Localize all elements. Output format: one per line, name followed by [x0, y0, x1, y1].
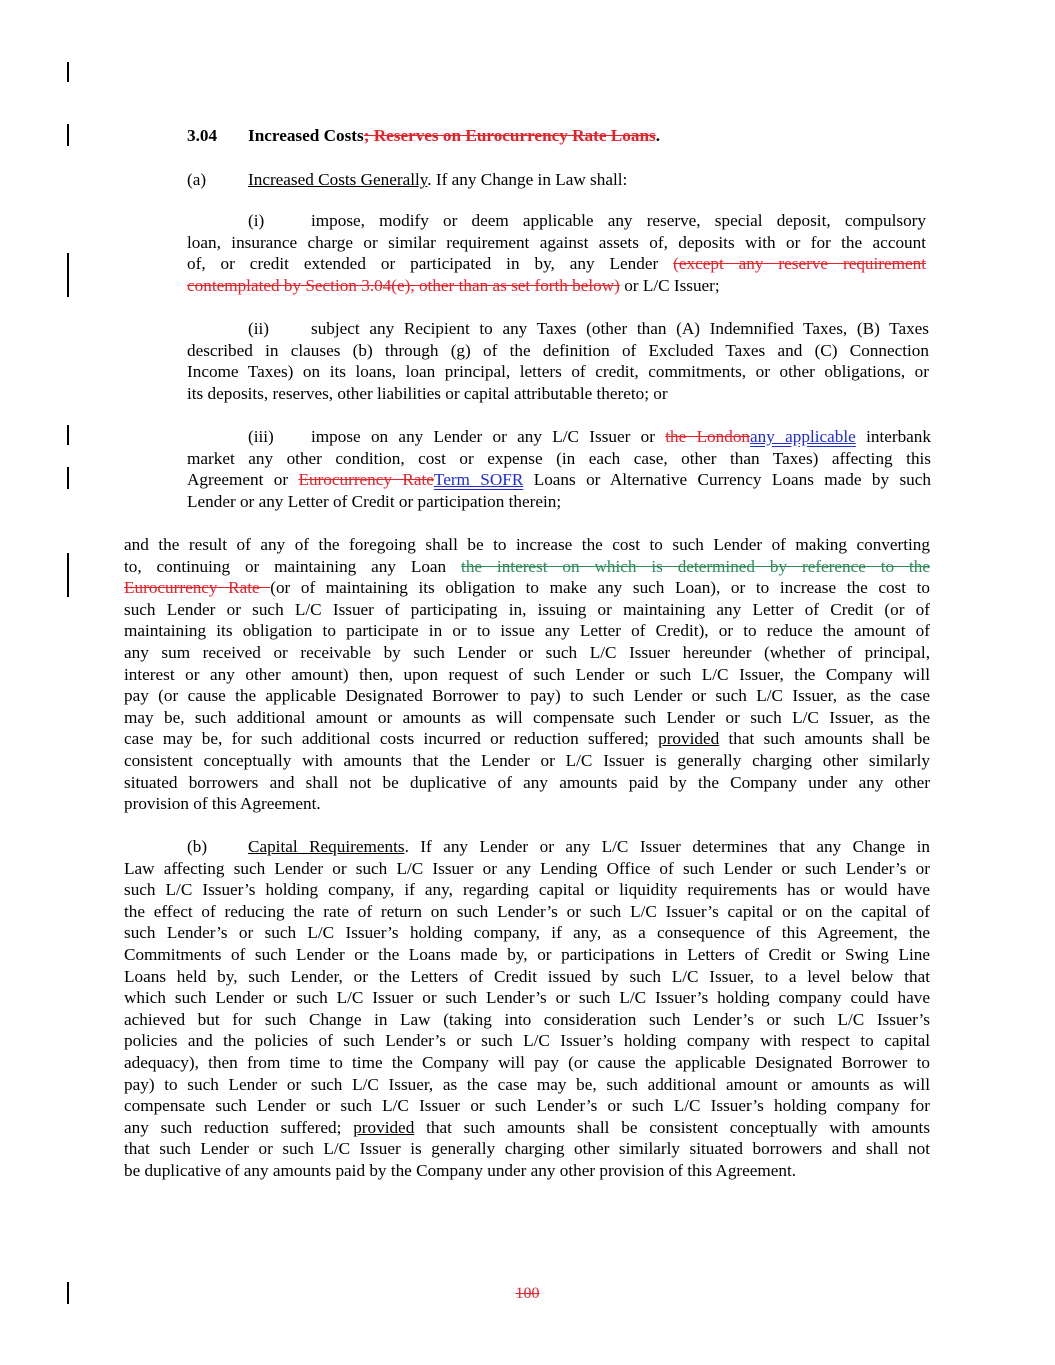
inserted-text: any applicable [750, 427, 856, 446]
item-ii: (ii) subject any Recipient to any Taxes (other than (A) Indemnified Taxes, (B) Taxes described in clauses (b) through (g) of the definition of Excluded Taxes and (C) Connection Income Taxes) on its loans, loan principal, letters of credit, commitments, or other obligations, or its deposits, reserves, other liabilities or capital attributable thereto; or [187, 319, 929, 403]
change-bar [67, 253, 69, 297]
deleted-text: Eurocurrency Rate [124, 578, 271, 598]
provided-term: provided [658, 729, 720, 749]
deleted-text: the interest on which is determined by reference to the [461, 556, 931, 576]
deleted-text: contemplated by Section 3.04(e), other than as set forth below) [187, 275, 620, 295]
change-bar [67, 467, 69, 489]
item-label: (i) [248, 211, 265, 230]
section-number: 3.04 [187, 126, 218, 145]
deleted-text: the London [665, 427, 751, 446]
paragraph-label: (b) [187, 837, 208, 856]
paragraph-a-title: Increased Costs Generally [248, 170, 428, 189]
change-bar [67, 553, 69, 597]
change-bar [67, 62, 69, 82]
item-iii: (iii) impose on any Lender or any L/C Issuer or the Londonany applicable interbank market any other condition, cost or expense (in each case, other than Taxes) affecting this Agreement or Eurocurrency RateTerm SOFR Loans or Alternative Currency Loans made by such Lender or any Letter of Credit or participation therein; [187, 427, 931, 511]
paragraph-b: (b) Capital Requirements. If any Lender or any L/C Issuer determines that any Change in Law affecting such Lender or such L/C Issuer or any Lending Office of such Lender or such Lender’s or such L/C Issuer’s holding company, if any, regarding capital or liquidity requirements has or would have the effect of reducing the rate of return on such Lender’s or such L/C Issuer’s capital or on the capital of such Lender’s or such L/C Issuer’s holding company, if any, as a consequence of this Agreement, the Commitments of such Lender or the Loans made by, or participations in Letters of Credit or Swing Line Loans held by, such Lender, or the Letters of Credit issued by such L/C Issuer, to a level below that which such Lender or such L/C Issuer or such Lender’s or such L/C Issuer’s holding company could have achieved but for such Change in Law (taking into consideration such Lender’s or such L/C Issuer’s policies and the policies of such Lender’s or such L/C Issuer’s holding company with respect to capital adequacy), then from time to time the Company will pay (or cause the applicable Designated Borrower to pay) to such Lender or such L/C Issuer, as the case may be, such additional amount or amounts as will compensate such Lender or such L/C Issuer or such Lender’s or such L/C Issuer’s holding company for any such reduction suffered; provided that such amounts shall be consistent conceptually with amounts that such Lender or such L/C Issuer is generally charging other similarly situated borrowers and shall not be duplicative of any amounts paid by the Company under any other provision of this Agreement. [124, 837, 931, 1180]
page-number: 100 [515, 1285, 540, 1302]
change-bar [67, 124, 69, 146]
item-i: (i) impose, modify or deem applicable any reserve, special deposit, compulsory loan, insurance charge or similar requirement against assets of, deposits with or for the account of, or credit extended or participated in by, any Lender (except any reserve requirement contemplated by Section 3.04(e), other than as set forth below) or L/C Issuer; [187, 211, 927, 295]
item-label: (ii) [248, 319, 269, 338]
deleted-title-text: ; Reserves on Eurocurrency Rate Loans [363, 126, 656, 145]
item-label: (iii) [248, 427, 274, 446]
section-title: Increased Costs [248, 126, 364, 145]
deleted-text: Eurocurrency Rate [298, 470, 434, 490]
provided-term: provided [353, 1117, 415, 1137]
result-paragraph: and the result of any of the foregoing shall be to increase the cost to such Lender of making converting to, continuing or maintaining any Loan the interest on which is determined by reference to the Eurocurrency Rate (or of maintaining its obligation to make any such Loan), or to increase the cost to such Lender or such L/C Issuer of participating in, issuing or maintaining any Letter of Credit (or of maintaining its obligation to participate in or to issue any Letter of Credit), or to reduce the amount of any sum received or receivable by such Lender or such L/C Issuer hereunder (whether of principal, interest or any other amount) then, upon request of such Lender or such L/C Issuer, the Company will pay (or cause the applicable Designated Borrower to pay) to such Lender or such L/C Issuer, as the case may be, such additional amount or amounts as will compensate such Lender or such L/C Issuer, as the case may be, for such additional costs incurred or reduction suffered; provided that such amounts shall be consistent conceptually with amounts that the Lender or L/C Issuer is generally charging other similarly situated borrowers and shall not be duplicative of any amounts paid by the Company under any other provision of this Agreement. [124, 535, 931, 814]
paragraph-a-heading: (a) Increased Costs Generally. If any Change in Law shall: [187, 170, 628, 189]
paragraph-b-title: Capital Requirements [248, 837, 405, 856]
paragraph-label: (a) [187, 170, 207, 189]
section-heading: 3.04 Increased Costs; Reserves on Eurocurrency Rate Loans. [187, 126, 660, 145]
deleted-text: (except any reserve requirement [673, 254, 927, 274]
inserted-text: Term SOFR [433, 470, 524, 490]
change-bar [67, 425, 69, 445]
